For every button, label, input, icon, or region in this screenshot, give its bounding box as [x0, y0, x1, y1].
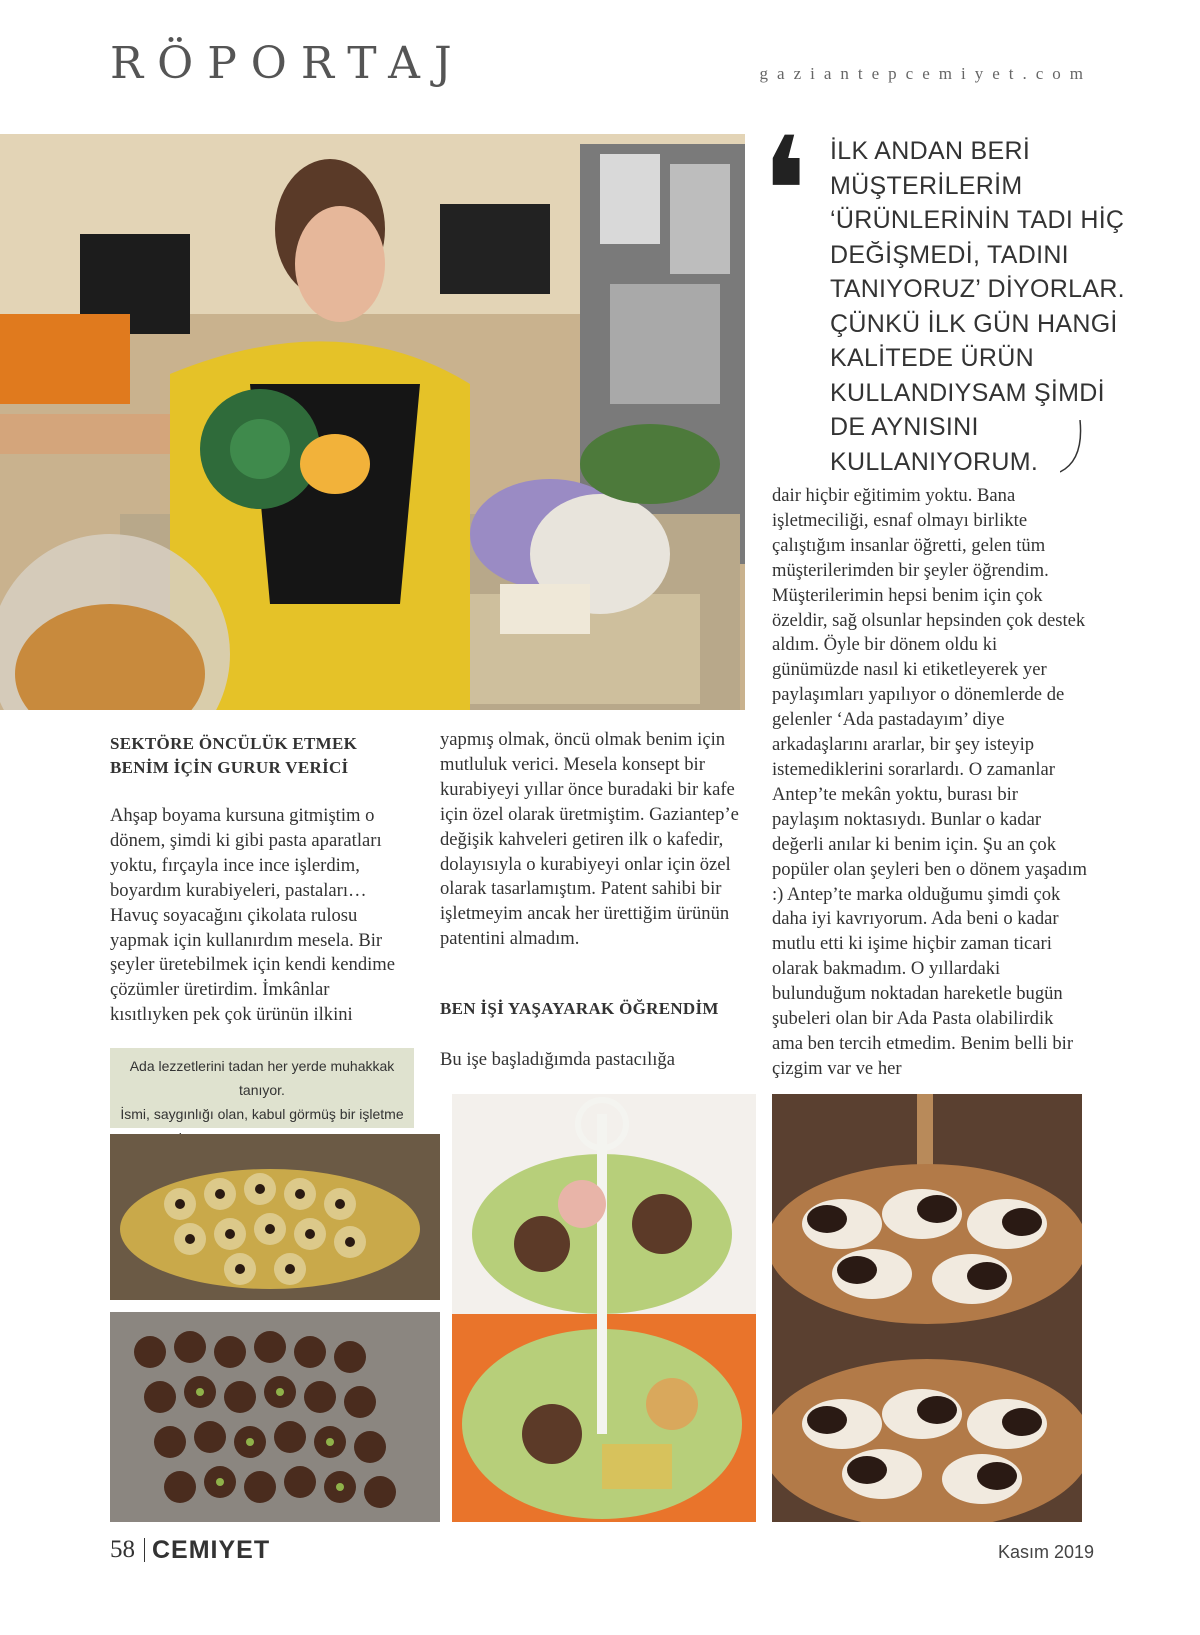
col1-body	[110, 804, 410, 1028]
col3-paragraph: dair hiçbir eğitimim yoktu. Bana işletmeciliği, esnaf olmayı birlikte çalıştığım insanlar öğretti, gelen tüm müşterilerimden bir şeyler öğrendim. Müşterilerimin hepsi benim için çok özeldir, sağ olsunlar hepsinden çok destek aldım. Öyle bir dönem oldu ki günümüzde nasıl ki etiketleyerek yer paylaşımları yapılıyor o dönemlerde de gelenler ‘Ada pastadayım’ diye arkadaşlarını ararlar, bir şey isteyip istemediklerini sorarlardı. O zamanlar Antep’te mekân yoktu, burası bir paylaşım noktasıydı. Bunlar o kadar değerli anılar ki benim için. Şu an çok popüler olan şeyleri ben o dönem yaşadım :) Antep’te marka olduğumu şimdi çok daha iyi kavrıyorum. Ada beni o kadar mutlu etti ki işime hiçbir zaman ticari olarak bakmadım. O yıllardaki bulunduğum noktadan hareketle bugün şubeleri olan bir Ada Pasta olabilirdik ama ben tercih etmedim. Benim belli bir çizgim var ve her	[772, 485, 1087, 1079]
site-url: gaziantepcemiyet.com	[759, 64, 1092, 83]
section-title: RÖPORTAJ	[110, 38, 466, 89]
cookies-photo-2	[110, 1312, 440, 1522]
col3-body	[772, 484, 1088, 1082]
issue-date: Kasım 2019	[997, 1542, 1094, 1562]
col2-paragraph-2: Bu işe başladığımda pastacılığa	[440, 1049, 675, 1070]
page-number: 58	[110, 1536, 135, 1563]
photo-caption	[110, 1048, 414, 1128]
caption-line2: İsmi, saygınlığı olan, kabul görmüş bir işletme	[120, 1106, 404, 1122]
magazine-name: CEMIYET	[152, 1536, 271, 1564]
main-photo	[0, 134, 745, 710]
cookies-photo-1	[110, 1134, 440, 1300]
col1-heading	[110, 732, 430, 780]
col2-heading: BEN İŞİ YAŞAYARAK ÖĞRENDİM	[440, 999, 719, 1018]
col1-heading-line1: SEKTÖRE ÖNCÜLÜK ETMEK	[110, 734, 358, 753]
quote-end-line	[1060, 420, 1100, 480]
footer-divider	[144, 1538, 145, 1562]
caption-line1: Ada lezzetlerini tadan her yerde muhakkak tanıyor.	[129, 1058, 395, 1098]
quote-mark: ❛	[760, 106, 809, 280]
col1-paragraph: Ahşap boyama kursuna gitmiştim o dönem, şimdi ki gibi pasta aparatları yoktu, fırçayla ince ince işlerdim, boyardım kurabiyeleri, pastaları… Havuç soyacağını çikolata rulosu yapmak için kullanırdım mesela. Bir şeyler üretebilmek için kendi kendime çözümler üretirdim. İmkânlar kısıtlıyken pek çok ürünün ilkini	[110, 805, 396, 1026]
cookies-photo-4	[772, 1094, 1082, 1522]
col2-body-2	[440, 1048, 740, 1073]
pull-quote: İLK ANDAN BERİ MÜŞTERİLERİM ‘ÜRÜNLERİNİN TADI HİÇ DEĞİŞMEDİ, TADINI TANIYORUZ’ DİYORLAR. ÇÜNKÜ İLK GÜN HANGİ KALİTEDE ÜRÜN KULLANDIYSAM ŞİMDİ DE AYNISINI KULLANIYORUM.	[830, 137, 1125, 476]
cookies-photo-3	[452, 1094, 756, 1522]
col2-body	[440, 728, 740, 952]
col1-heading-line2: BENİM İÇİN GURUR VERİCİ	[110, 758, 349, 777]
col2-paragraph: yapmış olmak, öncü olmak benim için mutluluk verici. Mesela konsept bir kurabiyeyi yıllar önce buradaki bir kafe için özel olarak üretmiştim. Gaziantep’e değişik kahveleri getiren ilk o kafedir, dolayısıyla o kurabiyeyi onlar için özel olarak tasarlamıştım. Patent sahibi bir işletmeyim ancak her ürettiğim ürünün patentini almadım.	[440, 729, 739, 950]
